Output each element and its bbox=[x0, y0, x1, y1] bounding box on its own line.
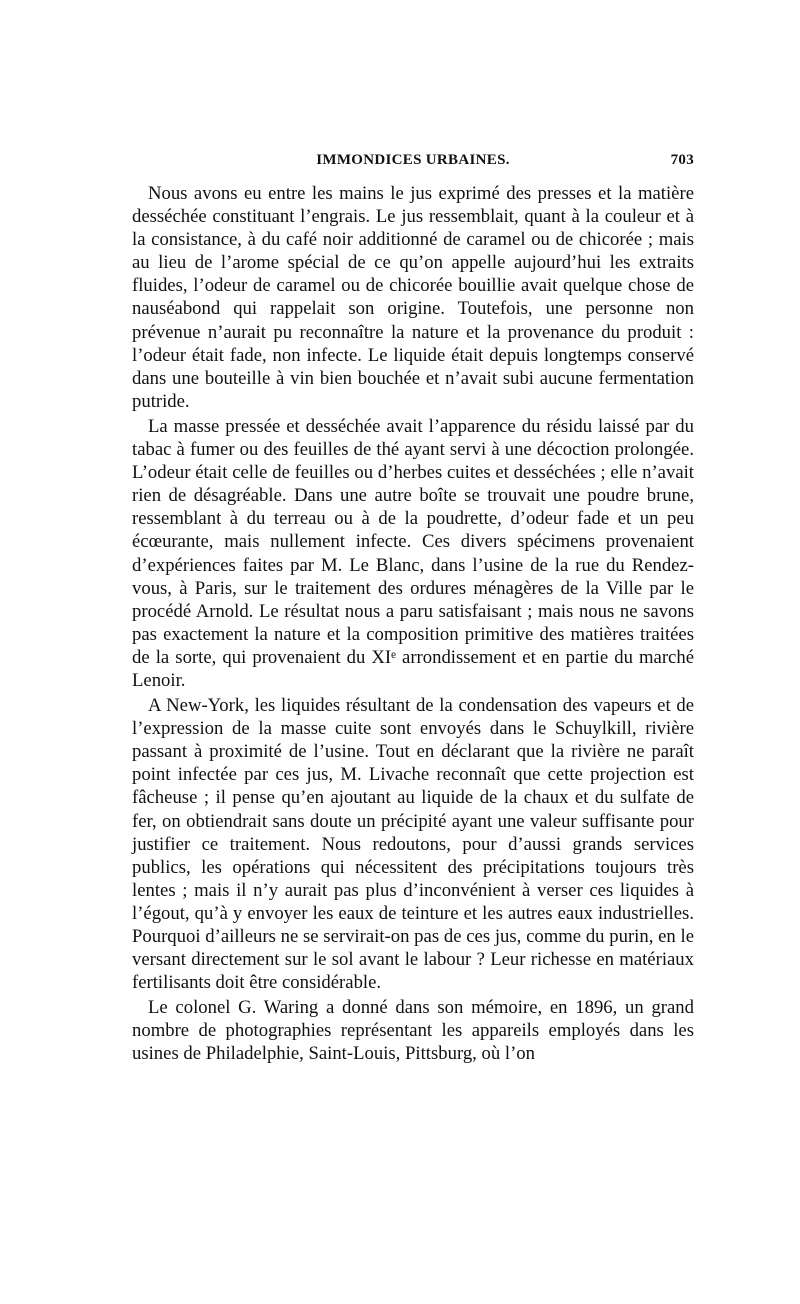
running-title: IMMONDICES URBAINES. bbox=[316, 152, 510, 168]
page-number: 703 bbox=[670, 152, 694, 168]
paragraph: Nous avons eu entre les mains le jus exprimé des presses et la matière desséchée constituant l’engrais. Le jus ressemblait, quant à la couleur et à la consistance, à du café noir additionné de caramel ou de chicorée ; mais au lieu de l’arome spécial de ce qu’on appelle aujourd’hui les extraits fluides, l’odeur de caramel ou de chicorée bouillie avait quelque chose de nauséabond qui rappelait son origine. Toutefois, une personne non prévenue n’aurait pu reconnaître la nature et la provenance du produit : l’odeur était fade, non infecte. Le liquide était depuis longtemps conservé dans une bouteille à vin bien bouchée et n’avait subi aucune fermentation putride. bbox=[132, 183, 694, 412]
running-header bbox=[132, 152, 694, 182]
body-text bbox=[132, 182, 694, 1066]
book-page bbox=[132, 152, 694, 1066]
paragraph: A New-York, les liquides résultant de la condensation des vapeurs et de l’expression de la masse cuite sont envoyés dans le Schuylkill, rivière passant à proximité de l’usine. Tout en déclarant que la rivière ne paraît point infectée par ces jus, M. Livache reconnaît que cette projection est fâcheuse ; il pense qu’en ajoutant au liquide de la chaux et du sulfate de fer, on obtiendrait sans doute un précipité ayant une valeur suffisante pour justifier ce traitement. Nous redoutons, pour d’aussi grands services publics, les opérations qui nécessitent des précipitations toujours très lentes ; mais il n’y aurait pas plus d’inconvénient à verser ces liquides à l’égout, qu’à y envoyer les eaux de teinture et les autres eaux industrielles. Pourquoi d’ailleurs ne se servirait-on pas de ces jus, comme du purin, en le versant directement sur le sol avant le labour ? Leur richesse en matériaux fertilisants doit être considérable. bbox=[132, 695, 694, 994]
paragraph: Le colonel G. Waring a donné dans son mémoire, en 1896, un grand nombre de photographies représentant les appareils employés dans les usines de Philadelphie, Saint-Louis, Pittsburg, où l’on bbox=[132, 997, 694, 1065]
paragraph: La masse pressée et desséchée avait l’apparence du résidu laissé par du tabac à fumer ou des feuilles de thé ayant servi à une décoction prolongée. L’odeur était celle de feuilles ou d’herbes cuites et desséchées ; elle n’avait rien de désagréable. Dans une autre boîte se trouvait une poudre brune, ressemblant à du terreau ou à de la poudrette, d’odeur fade et un peu écœurante, mais nullement infecte. Ces divers spécimens provenaient d’expériences faites par M. Le Blanc, dans l’usine de la rue du Rendez-vous, à Paris, sur le traitement des ordures ménagères de la Ville par le procédé Arnold. Le résultat nous a paru satisfaisant ; mais nous ne savons pas exactement la nature et la composition primitive des matières traitées de la sorte, qui provenaient du XIᵉ arrondissement et en partie du marché Lenoir. bbox=[132, 415, 694, 691]
